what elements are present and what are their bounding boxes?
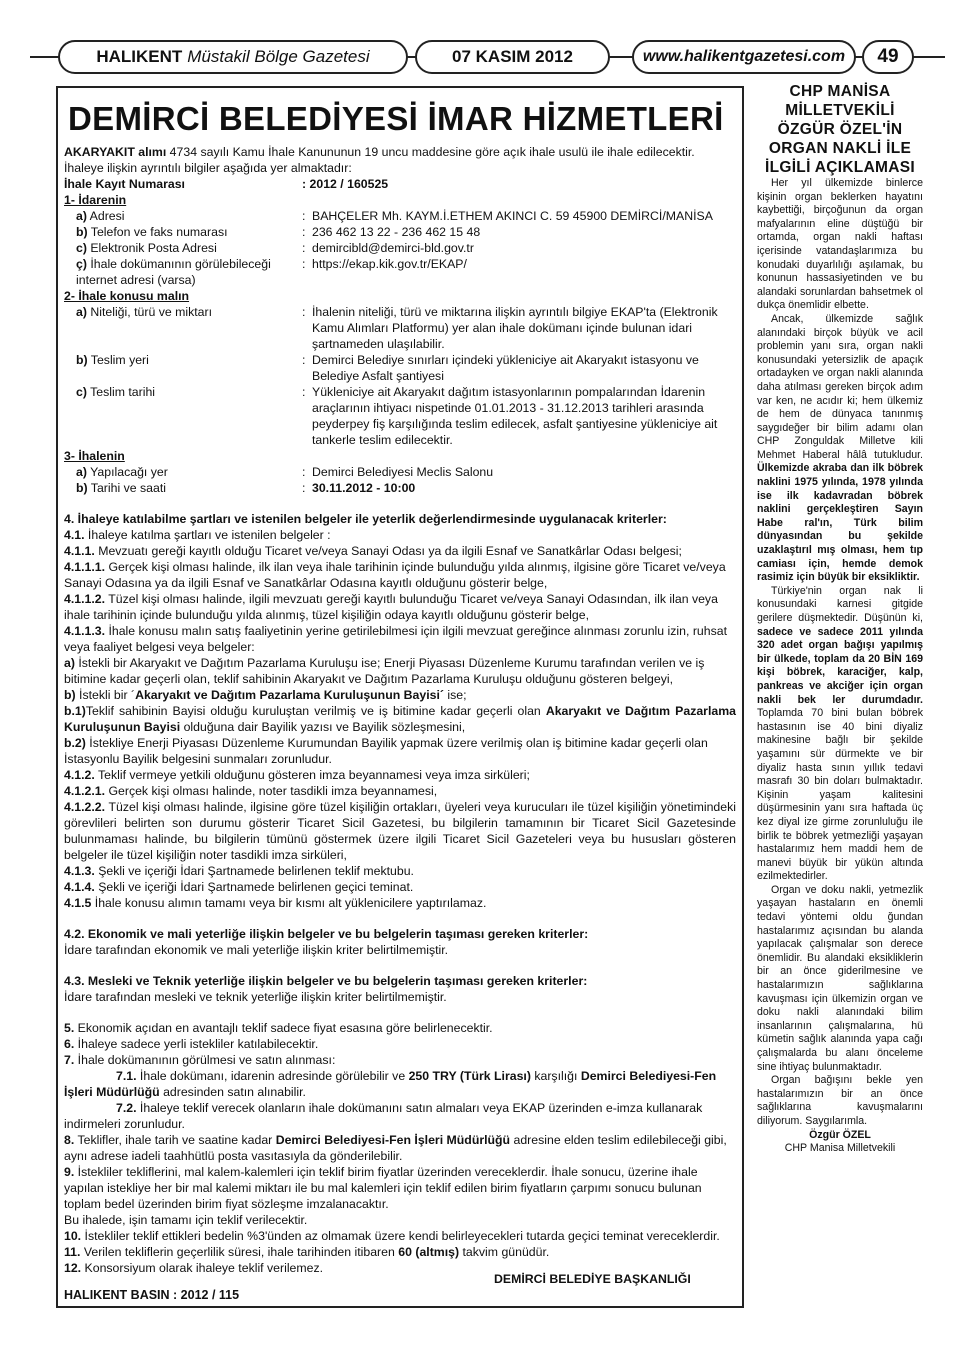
p-4-1-4: 4.1.4. Şekli ve içeriği İdari Şartnamede belirlenen geçici teminat. bbox=[64, 880, 414, 894]
article-para-1: Her yıl ülkemizde binlerce kişinin organ beklerken hayatını kaybettiği, birçoğunun da organ mafyalarının eline düştüğü bir ortamda, organ nakli haftası içerisinde vatandaşlarımıza bu konudaki duyarlılığı aşılamak, bu konunun hassasiyetinden ve bu alandaki sorunlardan bahsetmek ol dukça önemlidir elbette. bbox=[757, 177, 923, 312]
p-4-1-3: 4.1.3. Şekli ve içeriği İdari Şartnamede belirlenen teklif mektubu. bbox=[64, 864, 414, 878]
p-7-2: 7.2. İhaleye teklif verecek olanların ihale dokümanını satın almaları veya EKAP üzerinden e-imza kullanarak indirmeleri zorunludur. bbox=[64, 1101, 703, 1131]
intro: AKARYAKIT alımı 4734 sayılı Kamu İhale Kanununun 19 uncu maddesine göre açık ihale usulü ile ihale edilecektir. bbox=[64, 145, 695, 159]
issue-date: 07 KASIM 2012 bbox=[415, 40, 610, 74]
press-reference: HALIKENT BASIN : 2012 / 115 bbox=[64, 1288, 240, 1302]
website-link[interactable]: www.halikentgazetesi.com bbox=[632, 40, 856, 74]
s1-a-row: a) Adresi : BAHÇELER Mh. KAYM.İ.ETHEM AKINCI C. 59 45900 DEMİRCİ/MANİSA bbox=[76, 209, 713, 223]
s3-b-row: b) Tarihi ve saati : 30.11.2012 - 10:00 bbox=[76, 481, 416, 495]
p-7-1: 7.1. İhale dokümanı, idarenin adresinde görülebilir ve 250 TRY (Türk Lirası) karşılığı Demirci Belediyesi-Fen İşleri Müdürlüğü adresinden satın alınabilir. bbox=[64, 1069, 717, 1099]
s1-d-row: ç) İhale dokümanının görülebileceği internet adresi (varsa) : https://ekap.kik.gov.tr/EKAP/ bbox=[76, 257, 467, 287]
p-4-1: 4.1. İhaleye katılma şartları ve istenilen belgeler : bbox=[64, 528, 331, 542]
author-name: Özgür ÖZEL bbox=[809, 1128, 871, 1141]
intro-line2: İhaleye ilişkin ayrıntılı bilgiler aşağıda yer almaktadır: bbox=[64, 161, 352, 175]
p-10: 10. İstekliler teklif ettikleri bedelin %3'ünden az olmamak üzere kendi belirleyecekleri tutarda geçici teminat vereceklerdir. bbox=[64, 1229, 720, 1243]
section-3-heading: 3- İhalenin bbox=[64, 449, 125, 463]
notice-footer bbox=[64, 1272, 736, 1302]
section-4-3-heading: 4.3. Mesleki ve Teknik yeterliğe ilişkin belgeler ve bu belgelerin taşıması gereken kriterler: bbox=[64, 974, 588, 988]
article-para-3: Türkiye'nin organ nak li konusundaki karnesi gitgide gerilere düşmektedir. Düşünün ki, sadece ve sadece 2011 yılında 320 adet organ bağışı yapılmış bir ülkede, toplam da 20 BİN 169 kişi böbrek, karaciğer, kalp, pankreas ve akciğer için organ nakli bek ler durumdadır. Toplamda 70 bini bulan böbrek hastasının ise 40 bini diyaliz makinesine bağlı bir şekilde yaşamını sür dürmekte ve bir diyaliz hasta sının yıllık tedavi masrafı 30 bin doları bulmaktadır. Kişinin yaşam kalitesini düşürmesinin yanı sıra haftada üç kez diyal ize girme zorunluluğu ile birlik te böbrek yetmezliği yaşayan hastalarımız hem maddi hem de manevi büyük bir yükün altında ezilmektedirler. bbox=[757, 584, 923, 883]
p-6: 6. İhaleye sadece yerli istekliler katılabilecektir. bbox=[64, 1037, 319, 1051]
author-title: CHP Manisa Milletvekili bbox=[784, 1142, 896, 1155]
paper-name-box bbox=[58, 40, 408, 74]
p-4-3: İdare tarafından mesleki ve teknik yeterliğe ilişkin kriter belirtilmemiştir. bbox=[64, 990, 447, 1004]
p-4-1-1: 4.1.1. Mevzuatı gereği kayıtlı olduğu Ticaret ve/veya Sanayi Odası ya da ilgili Esnaf ve Sanatkârlar Odası belgesi; bbox=[64, 544, 682, 558]
side-article bbox=[757, 82, 923, 1156]
kayit-row: İhale Kayıt Numarası : 2012 / 160525 bbox=[64, 177, 389, 191]
p-9: 9. İstekliler tekliflerini, mal kalem-kalemleri için teklif birim fiyatlar üzerinden vereceklerdir. İhale sonucu, üzerine ihale yapılan istekliye her bir mal kalemi miktarı ile bu mal kalemleri için teklif edilen birim fiyatların çarpımı sonucu bulunan toplam bedel üzerinden birim fiyat sözleşme imzalanacaktır. bbox=[64, 1165, 702, 1211]
s1-b-row: b) Telefon ve faks numarası : 236 462 13 22 - 236 462 15 48 bbox=[76, 225, 481, 239]
p-4-1-2-1: 4.1.2.1. Gerçek kişi olması halinde, noter tasdikli imza beyannamesi, bbox=[64, 784, 438, 798]
p-12: 12. Konsorsiyum olarak ihaleye teklif verilemez. bbox=[64, 1261, 324, 1275]
article-body bbox=[757, 177, 923, 1156]
p-8: 8. Teklifler, ihale tarih ve saatine kadar Demirci Belediyesi-Fen İşleri Müdürlüğü adresine elden teslim edilebileceği gibi, aynı adrese iadeli taahhütlü posta vasıtasıyla da gönderilebilir. bbox=[64, 1133, 727, 1163]
p-4-1-1-3: 4.1.1.3. İhale konusu malın satış faaliyetinin yerine getirilebilmesi için ilgili mevzuat gereğince alınması zorunlu izin, ruhsat veya faaliyet belgesi veya belgeler: bbox=[64, 624, 728, 654]
article-para-5: Organ bağışını bekle yen hastalarımızın bir an önce sağlıklarına kavuşmalarını diliyorum. Saygılarımla. bbox=[757, 1074, 923, 1127]
section-4-heading: 4. İhaleye katılabilme şartları ve istenilen belgeler ile yeterlik değerlendirmesinde uygulanacak kriterler: bbox=[64, 512, 667, 526]
article-title: CHP MANİSA MİLLETVEKİLİ ÖZGÜR ÖZEL'İN ORGAN NAKLİ İLE İLGİLİ AÇIKLAMASI bbox=[764, 83, 916, 176]
section-2-heading: 2- İhale konusu malın bbox=[64, 289, 190, 303]
page-number: 49 bbox=[862, 40, 914, 74]
s3-a-row: a) Yapılacağı yer : Demirci Belediyesi Meclis Salonu bbox=[76, 465, 494, 479]
p-11: 11. Verilen tekliflerin geçerlilik süresi, ihale tarihinden itibaren 60 (altmış) takvim günüdür. bbox=[64, 1245, 550, 1259]
p-b: b) İstekli bir ´Akaryakıt ve Dağıtım Pazarlama Kuruluşunun Bayisi´ ise; bbox=[64, 688, 467, 702]
p-b1: b.1)Teklif sahibinin Bayisi olduğu kuruluştan verilmiş ve iş bitimine kadar geçerli olan Akaryakıt ve Dağıtım Pazarlama Kuruluşunun Bayisi olduğuna dair Bayilik yazısı ve Bayilik sözleşmesini, bbox=[64, 704, 736, 734]
article-para-4: Organ ve doku nakli, yetmezlik yaşayan hastaların en önemli tedavi yöntemi oldu ğundan hastalarımız açısından bu alanda yapılacak çalışmalar son derece önemlidir. Bu alandaki eksikliklerin bir an önce giderilmesine ve hastalarımızın sağlıklarına kavuşması için ülkemizin organ ve doku nakli alanındaki bilim insanlarının çalışmalarına, hü kümetin sağlık alanında yapa cağı çalışmalarda bu alanı önceleme sine ihtiyaç bulunmaktadır. bbox=[757, 883, 923, 1073]
p-7: 7. İhale dokümanının görülmesi ve satın alınması: bbox=[64, 1053, 336, 1067]
p-9b: Bu ihalede, işin tamamı için teklif verilecektir. bbox=[64, 1213, 308, 1227]
section-4-2-heading: 4.2. Ekonomik ve mali yeterliğe ilişkin belgeler ve bu belgelerin taşıması gereken kriterler: bbox=[64, 927, 589, 941]
section-1-heading: 1- İdarenin bbox=[64, 193, 127, 207]
p-4-1-2-2: 4.1.2.2. Tüzel kişi olması halinde, ilgisine göre tüzel kişiliğin ortakları, üyeleri veya kurucuları ile tüzel kişiliğin yönetimindeki görevlileri belirten son durumu gösterir Ticaret Sicil Gazetesi, bu bilgilerin tamamının bir Ticaret Sicil Gazetesinde bulunmaması halinde, bu bilgilerin tümünü göstermek üzere ilgili Ticaret Sicil Gazeteleri veya bu hususları gösteren belgeler ile tüzel kişiliğin noter tasdikli imza sirküleri, bbox=[64, 800, 736, 862]
p-4-1-1-1: 4.1.1.1. Gerçek kişi olması halinde, ilk ilan veya ihale tarihinin içinde bulunduğu yılda alınmış, ilgisine göre Ticaret ve/veya Sanayi Odasına ya da ilgili Esnaf ve Sanatkârlar Odasına kayıtlı olduğunu gösterir belge, bbox=[64, 560, 726, 590]
p-b2: b.2) İstekliye Enerji Piyasası Düzenleme Kurumundan Bayilik yapmak üzere verilmiş olan iş bitimine kadar geçerli olan İstasyonlu Bayilik belgesini sunmaları zorunludur. bbox=[64, 736, 708, 766]
s2-b-row: b) Teslim yeri : Demirci Belediye sınırları içindeki yükleniciye ait Akaryakıt istasyonu ve Belediye Asfalt şantiyesi bbox=[76, 353, 699, 383]
p-5: 5. Ekonomik açıdan en avantajlı teklif sadece fiyat esasına göre belirlenecektir. bbox=[64, 1021, 493, 1035]
s2-c-row: c) Teslim tarihi : Yükleniciye ait Akaryakıt dağıtım istasyonlarının pompalarından İdarenin araçlarının ihtiyacı nispetinde 01.01.2013 - 31.12.2013 tarihleri arasında peyderpey fiş karşılığında teslim edilecek, asfalt şantiyesine yükleniciye ait tankerle teslim edilecektir. bbox=[76, 385, 718, 447]
p-4-1-1-2: 4.1.1.2. Tüzel kişi olması halinde, ilgili mevzuatı gereği kayıtlı bulunduğu Ticaret ve/veya Sanayi Odasından, ilk ilan veya ihale tarihinin içinde bulunduğu yılda alınmış, tüzel kişiliğin odaya kayıtlı olduğunu gösterir belge, bbox=[64, 592, 718, 622]
p-4-2: İdare tarafından ekonomik ve mali yeterliğe ilişkin kriter belirtilmemiştir. bbox=[64, 943, 449, 957]
p-4-1-5: 4.1.5 İhale konusu alımın tamamı veya bir kısmı alt yüklenicilere yaptırılamaz. bbox=[64, 896, 487, 910]
signatory: DEMİRCİ BELEDİYE BAŞKANLIĞI bbox=[494, 1272, 691, 1286]
s2-a-row: a) Niteliği, türü ve miktarı : İhalenin niteliği, türü ve miktarına ilişkin ayrıntılı bilgiye EKAP'ta (Elektronik Kamu Alımları Platformu) yer alan ihale dokümanı içinde bulunan idari şartnameden ulaşılabilir. bbox=[76, 305, 718, 351]
article-para-2: Ancak, ülkemizde sağlık alanındaki birçok büyük ve acil problemin yanı sıra, organ nakli konusundaki yetersizlik de apaçık ortadayken ve organ nakli alanında daha atılması gereken birçok adım var ken, ne acıdır ki; hem ülkemiz de hem de dünyaca tanınmış saygıdeğer bir bilim adamı olan CHP Zonguldak Milletve kili Mehmet Haberal hâlâ tutukludur. Ülkemizde akraba dan ilk böbrek naklini 1975 yılında, 1978 yılında ise ilk kadavradan böbrek naklini gerçekleştiren Sayın Habe ral'ın, Türk bilim dünyasından bu şekilde uzaklaştırıl mış olması, hem tıp camiası için, hemde demok rasimiz için büyük bir eksikliktir. bbox=[757, 312, 923, 584]
paper-name: HALIKENT bbox=[96, 47, 183, 66]
p-a: a) İstekli bir Akaryakıt ve Dağıtım Pazarlama Kuruluşu ise; Enerji Piyasası Düzenleme Kurumu tarafından verilen ve iş bitimine kadar geçerli olan, teklif sahibinin Akaryakıt ve Dağıtım Pazarlama Kuruluşu olduğunu gösteren belgeyi, bbox=[64, 656, 705, 686]
paper-subtitle: Müstakil Bölge Gazetesi bbox=[187, 47, 370, 66]
p-4-1-2: 4.1.2. Teklif vermeye yetkili olduğunu gösteren imza beyannamesi veya imza sirküleri; bbox=[64, 768, 530, 782]
s1-c-row: c) Elektronik Posta Adresi : demircibld@demirci-bld.gov.tr bbox=[76, 241, 474, 255]
tender-notice bbox=[56, 86, 744, 1308]
notice-title: DEMİRCİ BELEDİYESİ İMAR HİZMETLERİ bbox=[68, 100, 724, 137]
